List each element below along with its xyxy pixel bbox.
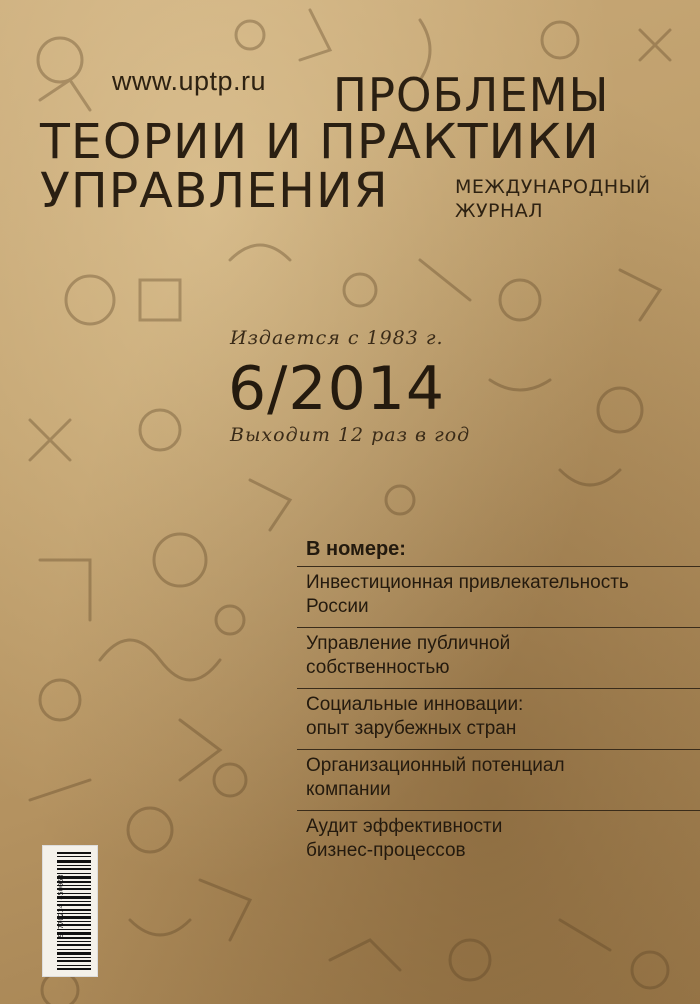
publication-frequency: Выходит 12 раз в год bbox=[230, 424, 471, 446]
contents-item bbox=[297, 811, 700, 871]
published-since: Издается с 1983 г. bbox=[230, 327, 444, 349]
journal-title-line-1: ПРОБЛЕМЫ bbox=[333, 68, 610, 122]
journal-type-line-2: ЖУРНАЛ bbox=[455, 200, 544, 222]
contents-item-line: России bbox=[306, 596, 369, 617]
journal-title-line-3: УПРАВЛЕНИЯ bbox=[40, 163, 389, 219]
contents-item-line: собственностью bbox=[306, 657, 450, 678]
issue-number: 6/2014 bbox=[228, 354, 446, 424]
journal-type-line-1: МЕЖДУНАРОДНЫЙ bbox=[455, 176, 651, 198]
contents-item-line: Организационный потенциал bbox=[306, 755, 565, 776]
journal-title-line-2: ТЕОРИИ И ПРАКТИКИ bbox=[40, 114, 600, 170]
contents-item-line: компании bbox=[306, 779, 391, 800]
contents-list bbox=[297, 532, 700, 871]
contents-item bbox=[297, 750, 700, 810]
contents-heading: В номере: bbox=[306, 538, 406, 560]
contents-item bbox=[297, 689, 700, 749]
contents-item-line: Управление публичной bbox=[306, 633, 511, 654]
contents-item-line: Инвестиционная привлекательность bbox=[306, 572, 629, 593]
contents-item bbox=[297, 628, 700, 688]
contents-item-line: Аудит эффективности bbox=[306, 816, 503, 837]
journal-type bbox=[455, 175, 651, 223]
barcode-number: 9 770234 450063 bbox=[57, 874, 65, 938]
barcode bbox=[42, 845, 98, 977]
website-url: www.uptp.ru bbox=[112, 66, 267, 96]
contents-item-line: опыт зарубежных стран bbox=[306, 718, 517, 739]
contents-item bbox=[297, 567, 700, 627]
contents-item-line: бизнес-процессов bbox=[306, 840, 466, 861]
contents-item-line: Социальные инновации: bbox=[306, 694, 524, 715]
